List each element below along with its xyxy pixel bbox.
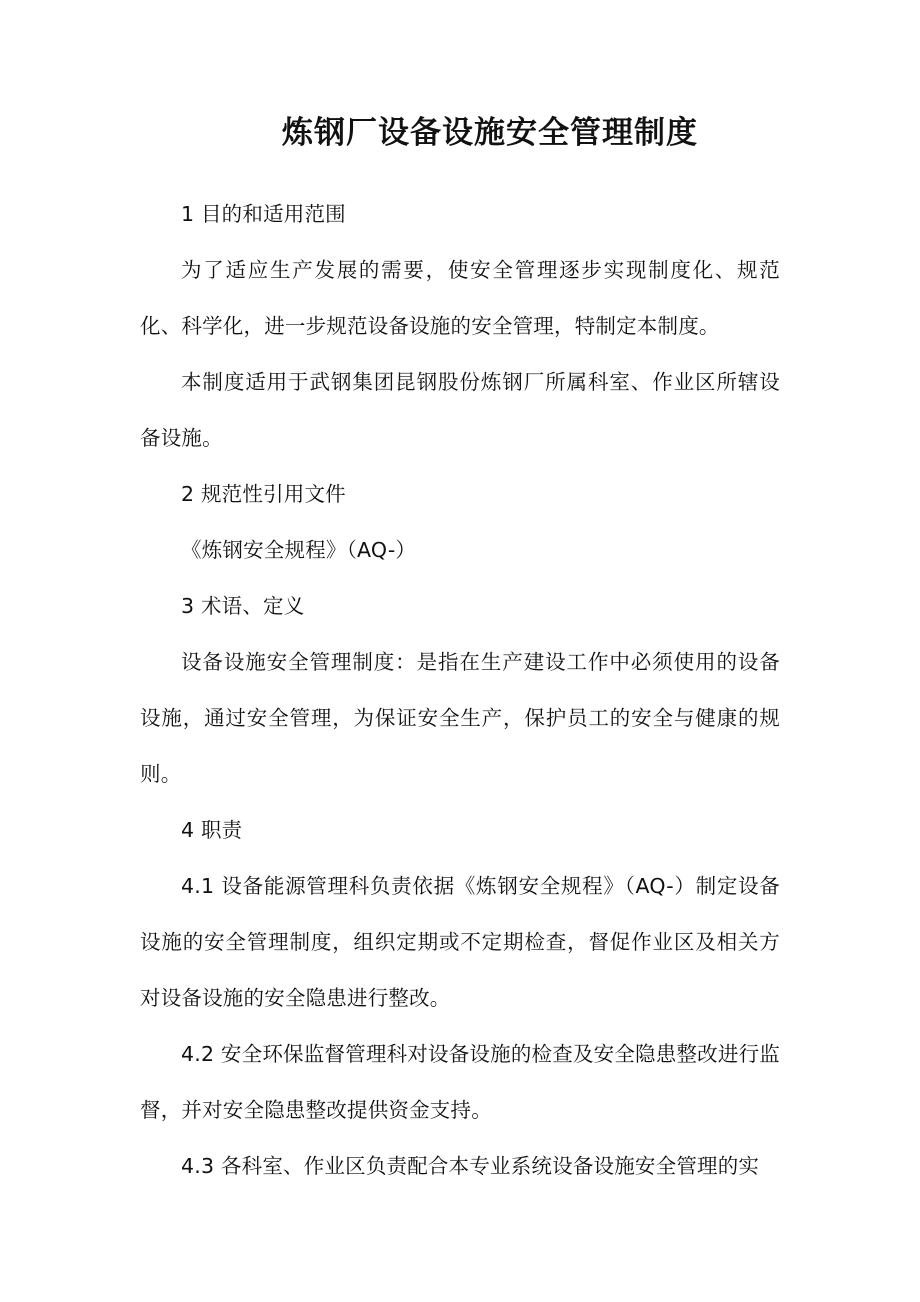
- paragraph-duty-4-1: 4.1 设备能源管理科负责依据《炼钢安全规程》（AQ-）制定设备设施的安全管理制度，组织定期或不定期检查，督促作业区及相关方对设备设施的安全隐患进行整改。: [140, 874, 780, 1010]
- document-body: [140, 186, 780, 1194]
- paragraph-purpose: 为了适应生产发展的需要，使安全管理逐步实现制度化、规范化、科学化，进一步规范设备设施的安全管理，特制定本制度。: [140, 258, 780, 338]
- section-heading-terms: 3 术语、定义: [181, 594, 305, 618]
- paragraph-scope: 本制度适用于武钢集团昆钢股份炼钢厂所属科室、作业区所辖设备设施。: [140, 370, 780, 450]
- paragraph-duty-4-3: 4.3 各科室、作业区负责配合本专业系统设备设施安全管理的实: [181, 1154, 760, 1178]
- paragraph-duty-4-2: 4.2 安全环保监督管理科对设备设施的检查及安全隐患整改进行监督，并对安全隐患整改提供资金支持。: [140, 1042, 780, 1122]
- section-heading-duties: 4 职责: [181, 818, 243, 842]
- paragraph-definition: 设备设施安全管理制度：是指在生产建设工作中必须使用的设备设施，通过安全管理，为保证安全生产，保护员工的安全与健康的规则。: [140, 650, 780, 786]
- section-heading-references: 2 规范性引用文件: [181, 482, 346, 506]
- section-heading-purpose: 1 目的和适用范围: [181, 202, 346, 226]
- reference-item: 《炼钢安全规程》（AQ-）: [181, 538, 417, 562]
- document-title: 炼钢厂设备设施安全管理制度: [282, 115, 698, 151]
